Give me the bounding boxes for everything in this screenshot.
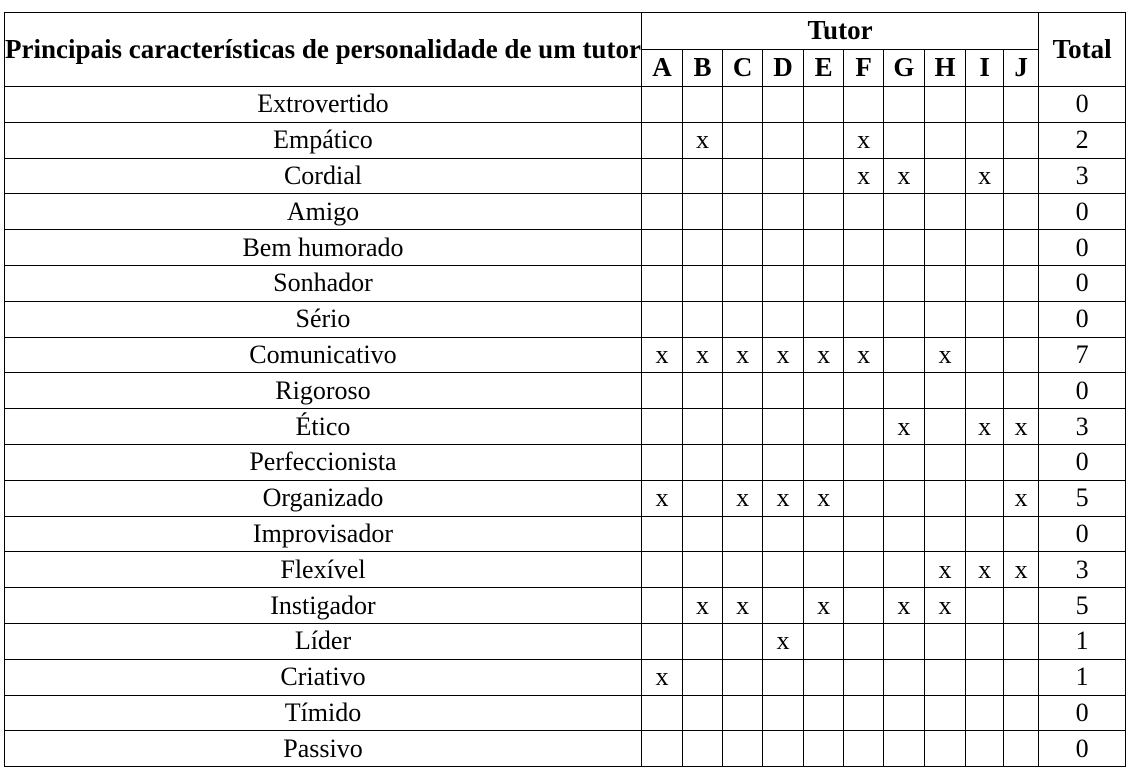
total-cell: 0 (1039, 301, 1126, 337)
mark-cell-g (883, 301, 924, 337)
mark-cell-g (883, 623, 924, 659)
trait-name: Organizado (5, 480, 642, 516)
mark-cell-i: x (966, 409, 1004, 445)
mark-cell-d (763, 301, 803, 337)
mark-cell-h: x (924, 337, 966, 373)
total-cell: 0 (1039, 194, 1126, 230)
mark-cell-f (844, 409, 884, 445)
mark-cell-d (763, 265, 803, 301)
tutor-letter-d: D (763, 50, 803, 87)
mark-cell-e (803, 122, 844, 158)
mark-cell-b (683, 194, 723, 230)
mark-cell-i (966, 194, 1004, 230)
table-body (5, 87, 1126, 767)
mark-cell-b: x (683, 337, 723, 373)
mark-cell-i (966, 659, 1004, 695)
mark-cell-g (883, 731, 924, 767)
mark-cell-c: x (722, 480, 762, 516)
table-row (5, 516, 1126, 552)
mark-cell-b (683, 623, 723, 659)
mark-cell-j (1004, 337, 1039, 373)
mark-cell-j (1004, 158, 1039, 194)
mark-cell-a (641, 444, 682, 480)
table-row (5, 230, 1126, 266)
mark-cell-e (803, 623, 844, 659)
mark-cell-j (1004, 87, 1039, 123)
mark-cell-g (883, 695, 924, 731)
mark-cell-i: x (966, 158, 1004, 194)
total-cell: 3 (1039, 409, 1126, 445)
mark-cell-d (763, 122, 803, 158)
trait-name: Sério (5, 301, 642, 337)
mark-cell-c: x (722, 337, 762, 373)
total-cell: 0 (1039, 230, 1126, 266)
mark-cell-b (683, 301, 723, 337)
trait-name: Extrovertido (5, 87, 642, 123)
mark-cell-b (683, 516, 723, 552)
tutor-letter-h: H (924, 50, 966, 87)
table-row (5, 158, 1126, 194)
mark-cell-b (683, 230, 723, 266)
mark-cell-j (1004, 194, 1039, 230)
mark-cell-i (966, 480, 1004, 516)
mark-cell-b (683, 695, 723, 731)
mark-cell-h: x (924, 588, 966, 624)
mark-cell-g (883, 337, 924, 373)
mark-cell-d (763, 516, 803, 552)
table-row (5, 337, 1126, 373)
total-cell: 0 (1039, 87, 1126, 123)
mark-cell-j (1004, 695, 1039, 731)
mark-cell-a (641, 265, 682, 301)
mark-cell-c (722, 659, 762, 695)
mark-cell-h (924, 301, 966, 337)
mark-cell-f (844, 588, 884, 624)
mark-cell-a (641, 230, 682, 266)
tutor-letter-a: A (641, 50, 682, 87)
mark-cell-j (1004, 265, 1039, 301)
mark-cell-e (803, 373, 844, 409)
mark-cell-j (1004, 122, 1039, 158)
mark-cell-b (683, 87, 723, 123)
trait-name: Ético (5, 409, 642, 445)
mark-cell-e (803, 695, 844, 731)
trait-name: Amigo (5, 194, 642, 230)
mark-cell-j (1004, 659, 1039, 695)
mark-cell-h (924, 122, 966, 158)
trait-name: Criativo (5, 659, 642, 695)
table-row (5, 87, 1126, 123)
trait-name: Empático (5, 122, 642, 158)
mark-cell-i (966, 87, 1004, 123)
total-cell: 0 (1039, 444, 1126, 480)
mark-cell-d (763, 588, 803, 624)
table-row (5, 588, 1126, 624)
tutor-letter-g: G (883, 50, 924, 87)
mark-cell-g (883, 194, 924, 230)
mark-cell-d (763, 552, 803, 588)
mark-cell-g (883, 516, 924, 552)
mark-cell-c: x (722, 588, 762, 624)
trait-name: Sonhador (5, 265, 642, 301)
mark-cell-c (722, 301, 762, 337)
mark-cell-c (722, 552, 762, 588)
mark-cell-i (966, 265, 1004, 301)
mark-cell-j: x (1004, 552, 1039, 588)
tutor-letter-f: F (844, 50, 884, 87)
mark-cell-g (883, 659, 924, 695)
mark-cell-h (924, 87, 966, 123)
mark-cell-c (722, 158, 762, 194)
total-cell: 0 (1039, 731, 1126, 767)
mark-cell-i (966, 122, 1004, 158)
mark-cell-h (924, 265, 966, 301)
mark-cell-h: x (924, 552, 966, 588)
mark-cell-e (803, 230, 844, 266)
mark-cell-c (722, 373, 762, 409)
trait-name: Rigoroso (5, 373, 642, 409)
mark-cell-g (883, 480, 924, 516)
mark-cell-d (763, 444, 803, 480)
mark-cell-g (883, 373, 924, 409)
tutor-header: Tutor (641, 13, 1038, 50)
total-cell: 1 (1039, 623, 1126, 659)
mark-cell-e (803, 516, 844, 552)
total-cell: 7 (1039, 337, 1126, 373)
header-row-top (5, 13, 1126, 50)
mark-cell-e (803, 158, 844, 194)
table-row (5, 122, 1126, 158)
mark-cell-b (683, 158, 723, 194)
mark-cell-g (883, 444, 924, 480)
mark-cell-f (844, 265, 884, 301)
mark-cell-e (803, 552, 844, 588)
table-row (5, 731, 1126, 767)
mark-cell-b (683, 373, 723, 409)
mark-cell-f: x (844, 122, 884, 158)
mark-cell-c (722, 623, 762, 659)
mark-cell-a: x (641, 480, 682, 516)
table-row (5, 265, 1126, 301)
mark-cell-a (641, 695, 682, 731)
mark-cell-d: x (763, 337, 803, 373)
characteristics-header: Principais características de personalidade de um tutor (5, 13, 642, 87)
mark-cell-a (641, 301, 682, 337)
mark-cell-a (641, 409, 682, 445)
mark-cell-a (641, 516, 682, 552)
mark-cell-h (924, 516, 966, 552)
table-row (5, 480, 1126, 516)
mark-cell-a (641, 122, 682, 158)
tutor-letter-b: B (683, 50, 723, 87)
trait-name: Perfeccionista (5, 444, 642, 480)
mark-cell-d (763, 158, 803, 194)
mark-cell-g (883, 87, 924, 123)
mark-cell-j (1004, 444, 1039, 480)
tutor-letter-c: C (722, 50, 762, 87)
mark-cell-b (683, 731, 723, 767)
mark-cell-d (763, 230, 803, 266)
mark-cell-g (883, 122, 924, 158)
mark-cell-i (966, 337, 1004, 373)
mark-cell-b (683, 659, 723, 695)
total-cell: 0 (1039, 373, 1126, 409)
mark-cell-c (722, 265, 762, 301)
trait-name: Tímido (5, 695, 642, 731)
mark-cell-h (924, 194, 966, 230)
mark-cell-j: x (1004, 409, 1039, 445)
mark-cell-h (924, 373, 966, 409)
mark-cell-j: x (1004, 480, 1039, 516)
mark-cell-b (683, 444, 723, 480)
mark-cell-c (722, 230, 762, 266)
table-row (5, 301, 1126, 337)
mark-cell-d (763, 373, 803, 409)
mark-cell-f (844, 659, 884, 695)
tutor-letter-j: J (1004, 50, 1039, 87)
mark-cell-f (844, 480, 884, 516)
mark-cell-i (966, 588, 1004, 624)
mark-cell-e (803, 265, 844, 301)
total-cell: 0 (1039, 516, 1126, 552)
trait-name: Bem humorado (5, 230, 642, 266)
total-cell: 3 (1039, 552, 1126, 588)
table-row (5, 695, 1126, 731)
mark-cell-a (641, 87, 682, 123)
total-header: Total (1039, 13, 1126, 87)
mark-cell-a (641, 158, 682, 194)
mark-cell-g: x (883, 588, 924, 624)
mark-cell-h (924, 409, 966, 445)
mark-cell-f (844, 194, 884, 230)
total-cell: 1 (1039, 659, 1126, 695)
mark-cell-a: x (641, 659, 682, 695)
mark-cell-i (966, 373, 1004, 409)
trait-name: Flexível (5, 552, 642, 588)
mark-cell-j (1004, 373, 1039, 409)
trait-name: Improvisador (5, 516, 642, 552)
mark-cell-i: x (966, 552, 1004, 588)
mark-cell-e (803, 731, 844, 767)
mark-cell-h (924, 230, 966, 266)
mark-cell-j (1004, 588, 1039, 624)
mark-cell-d (763, 659, 803, 695)
mark-cell-b (683, 409, 723, 445)
mark-cell-h (924, 731, 966, 767)
mark-cell-c (722, 409, 762, 445)
total-cell: 5 (1039, 588, 1126, 624)
trait-name: Instigador (5, 588, 642, 624)
mark-cell-d (763, 194, 803, 230)
mark-cell-a (641, 194, 682, 230)
mark-cell-b: x (683, 588, 723, 624)
mark-cell-b (683, 480, 723, 516)
mark-cell-a: x (641, 337, 682, 373)
total-cell: 2 (1039, 122, 1126, 158)
mark-cell-b (683, 265, 723, 301)
mark-cell-e (803, 409, 844, 445)
mark-cell-b: x (683, 122, 723, 158)
mark-cell-i (966, 623, 1004, 659)
mark-cell-d: x (763, 480, 803, 516)
tutor-letter-i: I (966, 50, 1004, 87)
mark-cell-i (966, 230, 1004, 266)
mark-cell-c (722, 731, 762, 767)
mark-cell-a (641, 373, 682, 409)
mark-cell-d (763, 87, 803, 123)
mark-cell-a (641, 731, 682, 767)
mark-cell-f (844, 230, 884, 266)
mark-cell-f (844, 695, 884, 731)
table-row (5, 194, 1126, 230)
mark-cell-d (763, 731, 803, 767)
mark-cell-g: x (883, 409, 924, 445)
mark-cell-f (844, 373, 884, 409)
total-cell: 3 (1039, 158, 1126, 194)
mark-cell-h (924, 480, 966, 516)
table-row (5, 373, 1126, 409)
mark-cell-e (803, 194, 844, 230)
mark-cell-d: x (763, 623, 803, 659)
mark-cell-a (641, 623, 682, 659)
mark-cell-f (844, 87, 884, 123)
mark-cell-a (641, 552, 682, 588)
mark-cell-f (844, 552, 884, 588)
mark-cell-j (1004, 623, 1039, 659)
mark-cell-e: x (803, 480, 844, 516)
mark-cell-i (966, 444, 1004, 480)
mark-cell-i (966, 301, 1004, 337)
mark-cell-e (803, 659, 844, 695)
mark-cell-c (722, 695, 762, 731)
trait-name: Passivo (5, 731, 642, 767)
trait-name: Comunicativo (5, 337, 642, 373)
mark-cell-f (844, 516, 884, 552)
trait-name: Líder (5, 623, 642, 659)
mark-cell-h (924, 444, 966, 480)
mark-cell-d (763, 695, 803, 731)
mark-cell-h (924, 659, 966, 695)
table-row (5, 409, 1126, 445)
total-cell: 0 (1039, 695, 1126, 731)
table-row (5, 444, 1126, 480)
total-cell: 0 (1039, 265, 1126, 301)
mark-cell-c (722, 87, 762, 123)
tutor-letter-e: E (803, 50, 844, 87)
trait-name: Cordial (5, 158, 642, 194)
table-row (5, 552, 1126, 588)
mark-cell-g: x (883, 158, 924, 194)
mark-cell-b (683, 552, 723, 588)
mark-cell-e (803, 301, 844, 337)
mark-cell-f (844, 444, 884, 480)
mark-cell-c (722, 444, 762, 480)
mark-cell-f (844, 731, 884, 767)
mark-cell-i (966, 695, 1004, 731)
mark-cell-d (763, 409, 803, 445)
table-row (5, 659, 1126, 695)
mark-cell-f (844, 623, 884, 659)
mark-cell-j (1004, 230, 1039, 266)
mark-cell-g (883, 265, 924, 301)
mark-cell-e: x (803, 337, 844, 373)
mark-cell-e (803, 87, 844, 123)
mark-cell-f: x (844, 158, 884, 194)
mark-cell-f (844, 301, 884, 337)
mark-cell-c (722, 122, 762, 158)
mark-cell-g (883, 552, 924, 588)
mark-cell-c (722, 194, 762, 230)
mark-cell-i (966, 516, 1004, 552)
mark-cell-j (1004, 516, 1039, 552)
mark-cell-e: x (803, 588, 844, 624)
personality-traits-table (4, 12, 1126, 767)
mark-cell-a (641, 588, 682, 624)
mark-cell-e (803, 444, 844, 480)
total-cell: 5 (1039, 480, 1126, 516)
mark-cell-j (1004, 731, 1039, 767)
mark-cell-h (924, 623, 966, 659)
mark-cell-j (1004, 301, 1039, 337)
mark-cell-f: x (844, 337, 884, 373)
mark-cell-h (924, 695, 966, 731)
mark-cell-c (722, 516, 762, 552)
mark-cell-g (883, 230, 924, 266)
mark-cell-i (966, 731, 1004, 767)
mark-cell-h (924, 158, 966, 194)
table-row (5, 623, 1126, 659)
